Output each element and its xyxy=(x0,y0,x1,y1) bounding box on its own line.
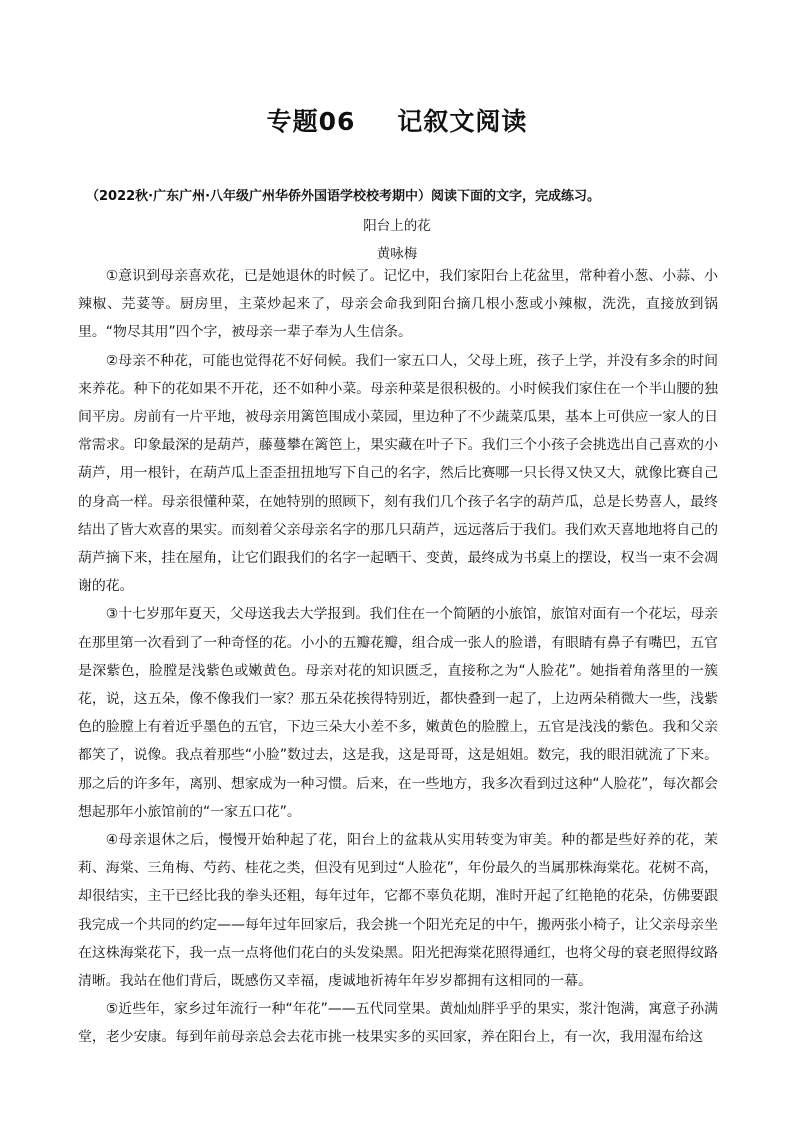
article-title: 阳台上的花 xyxy=(363,218,431,234)
paragraph-1: ①意识到母亲喜欢花，已是她退休的时候了。记忆中，我们家阳台上花盆里，常种着小葱、小蒜、小辣椒、芫荽等。厨房里，主菜炒起来了，母亲会命我到阳台摘几根小葱或小辣椒，洗洗，直接放到锅里。“物尽其用”四个字，被母亲一辈子奉为人生信条。 xyxy=(78,268,718,341)
title-topic-name: 记叙文阅读 xyxy=(397,107,528,136)
question-source-line: （2022秋·广东广州·八年级广州华侨外国语学校校考期中）阅读下面的文字，完成练习。 xyxy=(86,189,601,204)
paragraph-3: ③十七岁那年夏天，父母送我去大学报到。我们住在一个简陋的小旅馆，旅馆对面有一个花坛，母亲在那里第一次看到了一种奇怪的花。小小的五瓣花瓣，组合成一张人的脸谱，有眼睛有鼻子有嘴巴，五官是深紫色，脸膛是浅紫色或嫩黄色。母亲对花的知识匮乏，直接称之为“人脸花”。她指着角落里的一簇花，说，这五朵，像不像我们一家？那五朵花挨得特别近，都快叠到一起了，上边两朵稍微大一些，浅紫色的脸膛上有着近乎墨色的五官，下边三朵大小差不多，嫩黄色的脸膛上，五官是浅浅的紫色。我和父亲都笑了，说像。我点着那些“小脸”数过去，这是我，这是哥哥，这是姐姐。数完，我的眼泪就流了下来。那之后的许多年，离别、想家成为一种习惯。后来，在一些地方，我多次看到过这种“人脸花”，每次都会想起那年小旅馆前的“一家五口花”。 xyxy=(78,606,718,820)
paragraph-4: ④母亲退休之后，慢慢开始种起了花，阳台上的盆栽从实用转变为审美。种的都是些好养的花，茉莉、海棠、三角梅、芍药、桂花之类，但没有见到过“人脸花”，年份最久的当属那株海棠花。花树不高，却很结实，主干已经比我的拳头还粗，每年过年，它都不辜负花期，准时开起了红艳艳的花朵，仿佛要跟我完成一个共同的约定——每年过年回家后，我会挑一个阳光充足的中午，搬两张小椅子，让父亲母亲坐在这株海棠花下，我一点一点将他们花白的头发染黑。阳光把海棠花照得通红，也将父母的衰老照得纹路清晰。我站在他们背后，既感伤又幸福，虔诚地祈祷年年岁岁都拥有这相同的一幕。 xyxy=(78,832,718,990)
paragraph-5: ⑤近些年，家乡过年流行一种“年花”——五代同堂果。黄灿灿胖乎乎的果实，浆汁饱满，寓意子孙满堂，老少安康。每到年前母亲总会去花市挑一枝果实多的买回家，养在阳台上，有一次，我用湿布给这 xyxy=(78,1001,718,1046)
paragraph-2: ②母亲不种花，可能也觉得花不好伺候。我们一家五口人，父母上班，孩子上学，并没有多余的时间来养花。种下的花如果不开花，还不如种小菜。母亲种菜是很积极的。小时候我们家住在一个半山腰的独间平房。房前有一片平地，被母亲用篱笆围成小菜园，里边种了不少蔬菜瓜果，基本上可供应一家人的日常需求。印象最深的是葫芦，藤蔓攀在篱笆上，果实藏在叶子下。我们三个小孩子会挑选出自己喜欢的小葫芦，用一根针，在葫芦瓜上歪歪扭扭地写下自己的名字，然后比赛哪一只长得又快又大，就像比赛自己的身高一样。母亲很懂种菜，在她特别的照顾下，刻有我们几个孩子名字的葫芦瓜，总是长势喜人，最终结出了皆大欢喜的果实。而刻着父亲母亲名字的那几只葫芦，远远落后于我们。我们欢天喜地地将自己的葫芦摘下来，挂在屋角，让它们跟我们的名字一起晒干、变黄，最终成为书桌上的摆设，权当一束不会凋谢的花。 xyxy=(78,352,718,595)
title-topic-number: 专题06 xyxy=(266,107,356,136)
article-body xyxy=(78,262,718,1052)
document-title xyxy=(0,102,794,138)
article-author: 黄咏梅 xyxy=(376,246,418,262)
